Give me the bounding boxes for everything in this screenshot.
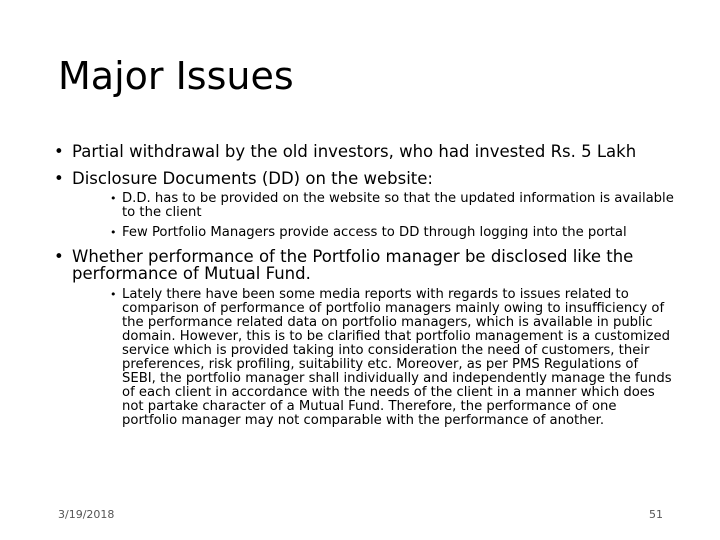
sub-bullet-text: Few Portfolio Managers provide access to DD through logging into the portal [122, 225, 627, 240]
sub-bullet-list [54, 288, 674, 428]
bullet-marker: • [54, 247, 64, 266]
sub-bullet-marker: • [110, 226, 117, 239]
slide-title: Major Issues [58, 54, 294, 98]
sub-bullet-list [54, 192, 674, 240]
bullet-text: Partial withdrawal by the old investors, who had invested Rs. 5 Lakh [72, 142, 637, 161]
footer-date: 3/19/2018 [58, 508, 115, 521]
bullet-item [54, 248, 674, 282]
sub-bullet-marker: • [110, 288, 117, 301]
sub-bullet-text: D.D. has to be provided on the website so that the updated information is available to the client [122, 191, 674, 220]
sub-bullet-marker: • [110, 192, 117, 205]
bullet-item [54, 169, 674, 188]
sub-bullet-text: Lately there have been some media reports with regards to issues related to comparison of performance of portfolio managers mainly owing to insufficiency of the performance related data on portfolio managers, which is available in public domain. However, this is to be clarified that portfolio management is a customized service which is provided taking into consideration the need of customers, their preferences, risk profiling, suitability etc. Moreover, as per PMS Regulations of SEBI, the portfolio manager shall individually and independently manage the funds of each client in accordance with the needs of the client in a manner which does not partake character of a Mutual Fund. Therefore, the performance of one portfolio manager may not comparable with the performance of another. [122, 287, 672, 428]
slide-body [54, 142, 674, 436]
bullet-item [54, 142, 674, 161]
sub-bullet-item [110, 226, 674, 240]
footer-page-number: 51 [649, 508, 663, 521]
sub-bullet-item [110, 192, 674, 220]
bullet-marker: • [54, 169, 64, 188]
bullet-text: Whether performance of the Portfolio manager be disclosed like the performance of Mutual Fund. [72, 247, 634, 283]
bullet-marker: • [54, 142, 64, 161]
sub-bullet-item [110, 288, 674, 428]
bullet-text: Disclosure Documents (DD) on the website: [72, 169, 433, 188]
